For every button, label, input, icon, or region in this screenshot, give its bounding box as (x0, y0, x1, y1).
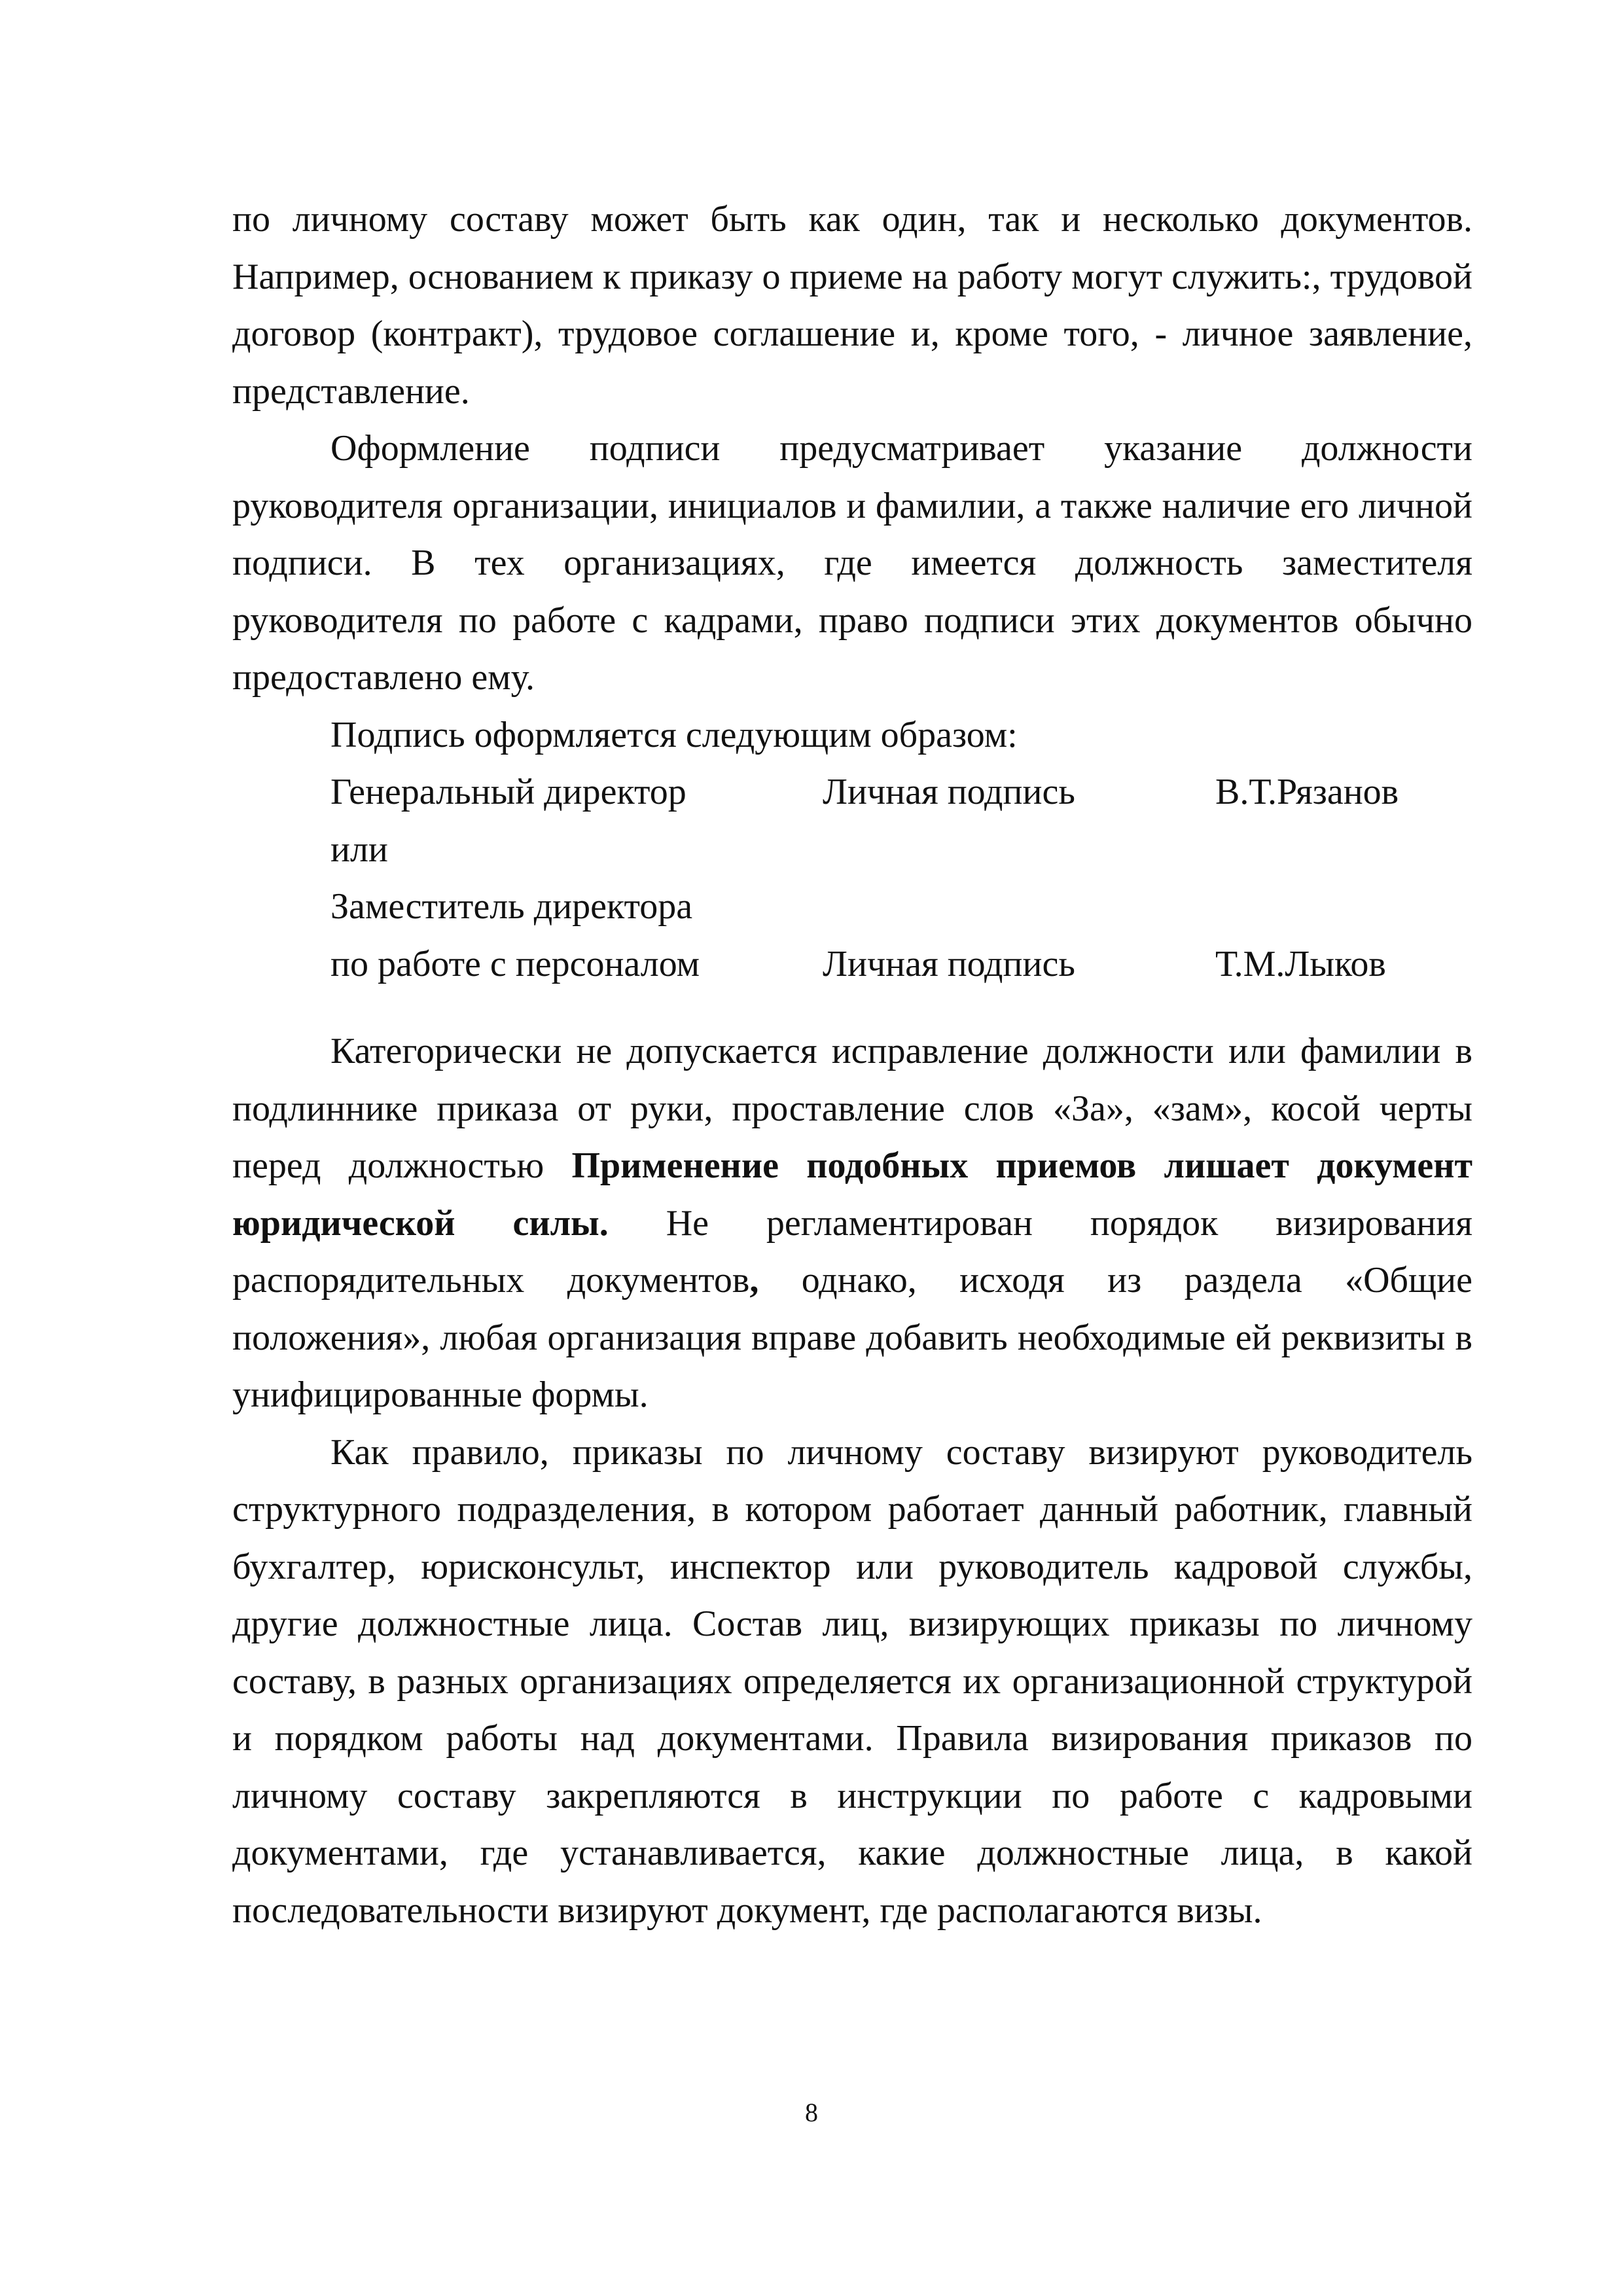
paragraph-corrections-forbidden (232, 1023, 1472, 1424)
signature-position: по работе с персоналом (330, 943, 700, 984)
signature-or-label: или (330, 829, 388, 870)
signature-name: Т.М.Лыков (1215, 943, 1386, 984)
body-text (232, 191, 1472, 1939)
general-provisions-text: однако, исходя из раздела «Общие положения», любая организация вправе добавить необходимые ей реквизиты в унифицированные формы. (232, 1260, 1472, 1415)
signature-position-line1: Заместитель директора (330, 886, 693, 927)
legal-force-warning: Применение подобных приемов лишает документ юридической силы. (232, 1145, 1473, 1244)
signature-row-deputy (330, 936, 1472, 994)
paragraph-visa-rules: Как правило, приказы по личному составу визируют руководитель структурного подразделения, в котором работает данный работник, главный бухгалтер, юрисконсульт, инспектор или руководитель кадровой службы, другие должностные лица. Состав лиц, визирующих приказы по личному составу, в разных организациях определяется их организационной структурой и порядком работы над документами. Правила визирования приказов по личному составу закрепляются в инструкции по работе с кадровыми документами, где устанавливается, какие должностные лица, в какой последовательности визируют документ, где располагаются визы. (232, 1431, 1472, 1931)
signature-placeholder: Личная подпись (823, 943, 1075, 984)
spacer (232, 993, 1472, 1023)
paragraph-basis-documents: по личному составу может быть как один, так и несколько документов. Например, основанием к приказу о приеме на работу могут служить:, трудовой договор (контракт), трудовое соглашение и, кроме того, - личное заявление, представление. (232, 199, 1472, 412)
signature-position: Генеральный директор (330, 772, 687, 812)
visa-procedure-text: Не регламентирован порядок визирования распорядительных документов (232, 1202, 1472, 1300)
signature-or-line (330, 821, 1472, 879)
page-number: 8 (805, 2098, 818, 2127)
corrections-text: Категорически не допускается исправление должности или фамилии в подлиннике приказа от руки, проставление слов «За», «зам», косой черты перед должностью (232, 1031, 1472, 1186)
signature-name: В.Т.Рязанов (1215, 772, 1399, 812)
signature-placeholder: Личная подпись (823, 772, 1075, 812)
paragraph-signature-format: Оформление подписи предусматривает указание должности руководителя организации, инициалов и фамилии, а также наличие его личной подписи. В тех организациях, где имеется должность заместителя руководителя по работе с кадрами, право подписи этих документов обычно предоставлено ему. (232, 428, 1472, 698)
signature-row-deputy-title (330, 878, 1472, 936)
signature-block (232, 764, 1472, 993)
bold-comma: , (749, 1260, 759, 1300)
signature-row-director (330, 764, 1472, 821)
paragraph-signature-intro: Подпись оформляется следующим образом: (330, 714, 1018, 755)
